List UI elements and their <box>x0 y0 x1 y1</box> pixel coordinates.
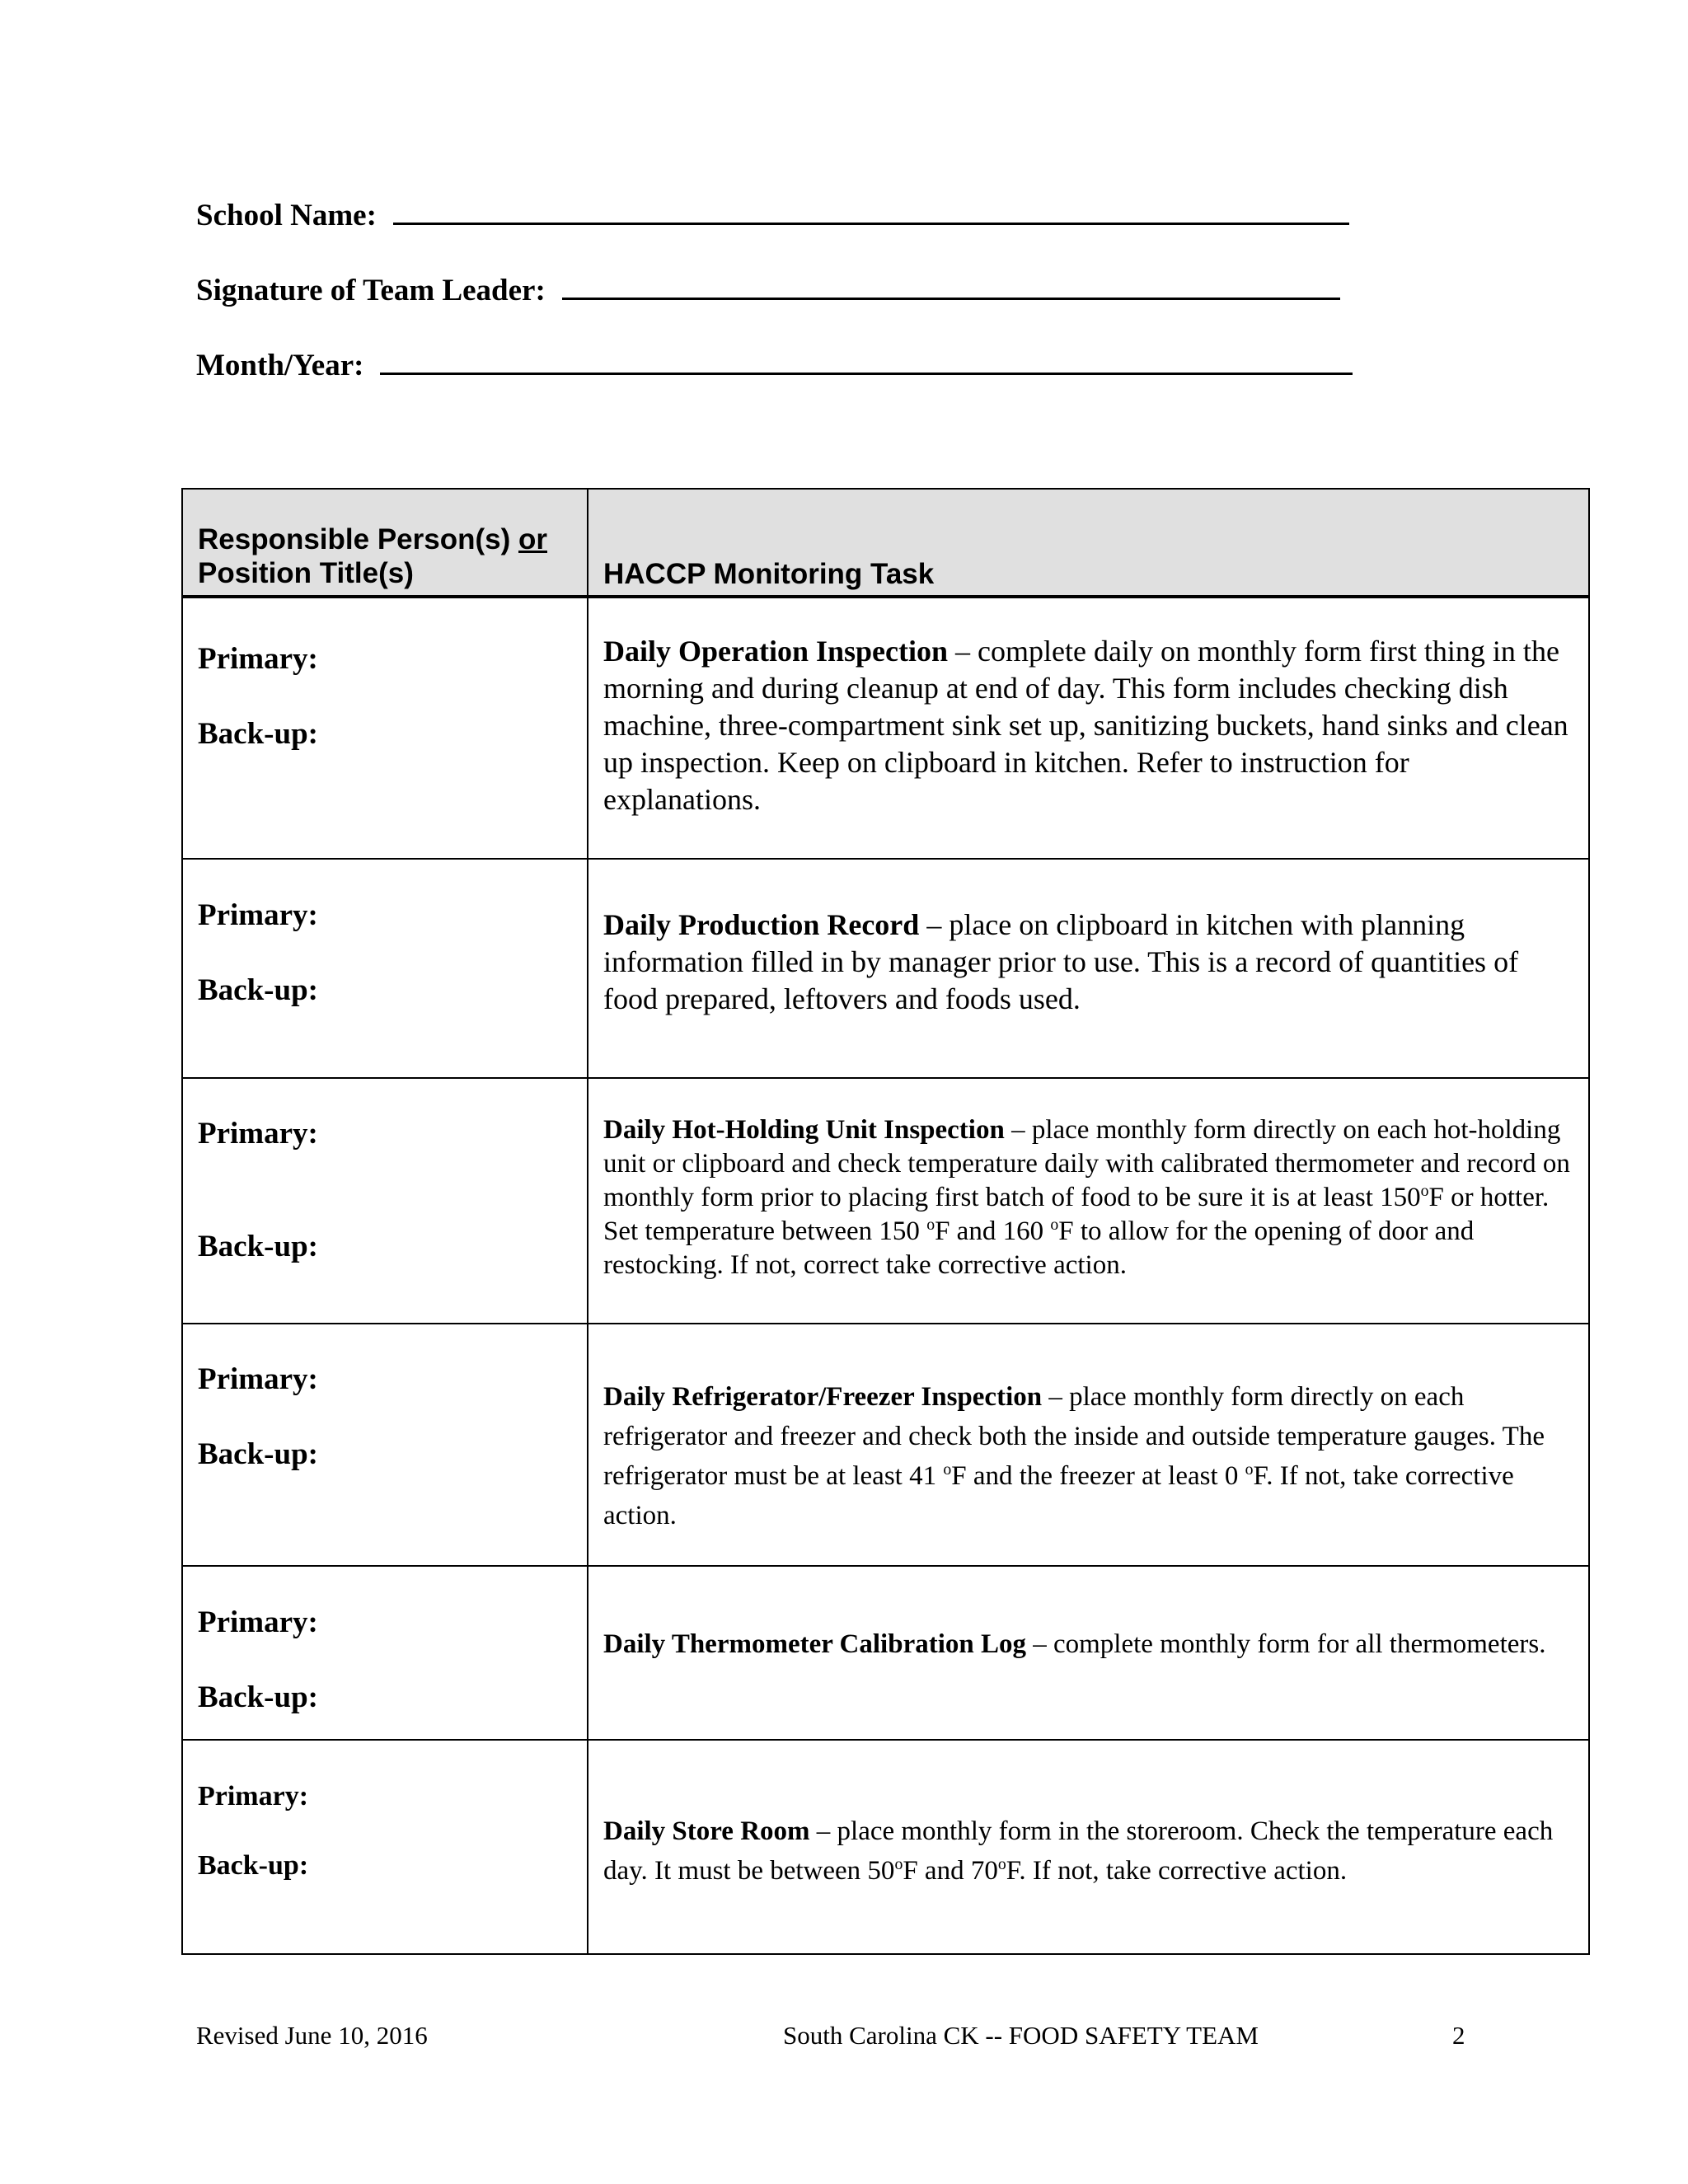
footer-page-number: 2 <box>1452 2021 1465 2050</box>
table-header-row <box>182 489 1589 597</box>
responsible-person-header: Responsible Person(s) or Position Title(s) <box>182 489 588 597</box>
responsible-cell[interactable] <box>182 1566 588 1740</box>
table-row <box>182 1566 1589 1740</box>
responsible-cell[interactable] <box>182 1740 588 1954</box>
month-year-line <box>196 348 1353 384</box>
primary-label: Primary: <box>198 1781 309 1811</box>
responsible-cell[interactable] <box>182 859 588 1078</box>
responsible-cell[interactable] <box>182 1078 588 1324</box>
task-cell: Daily Production Record – place on clipboard in kitchen with planning information filled in by manager prior to use. This is a record of quantities of food prepared, leftovers and foods used. <box>588 859 1589 1078</box>
table-row <box>182 1740 1589 1954</box>
table-row <box>182 1324 1589 1566</box>
table-row <box>182 1078 1589 1324</box>
task-cell: Daily Refrigerator/Freezer Inspection – place monthly form directly on each refrigerator and freezer and check both the inside and outside temperature gauges. The refrigerator must be at least 41 $^o$F and the freezer at least 0 $^o$F. If not, take corrective action. <box>588 1324 1589 1566</box>
primary-label: Primary: <box>198 642 318 676</box>
month-year-label: Month/Year: <box>196 349 364 382</box>
primary-label: Primary: <box>198 1117 318 1151</box>
school-name-label: School Name: <box>196 199 377 232</box>
primary-label: Primary: <box>198 1605 318 1639</box>
responsible-cell[interactable] <box>182 597 588 859</box>
footer-revised-date: Revised June 10, 2016 <box>196 2021 428 2050</box>
task-cell: Daily Thermometer Calibration Log – complete monthly form for all thermometers. <box>588 1566 1589 1740</box>
backup-label: Back-up: <box>198 1850 309 1881</box>
backup-label: Back-up: <box>198 1680 318 1714</box>
backup-label: Back-up: <box>198 973 318 1007</box>
signature-line <box>196 273 1340 309</box>
task-cell: Daily Hot-Holding Unit Inspection – place monthly form directly on each hot-holding unit or clipboard and check temperature daily with calibrated thermometer and record on monthly form prior to placing first batch of food to be sure it is at least 150$^o$F or hotter. Set temperature between 150 $^o$F and 160 $^o$F to allow for the opening of door and restocking. If not, correct take corrective action. <box>588 1078 1589 1324</box>
backup-label: Back-up: <box>198 717 318 751</box>
primary-label: Primary: <box>198 898 318 932</box>
primary-label: Primary: <box>198 1362 318 1396</box>
haccp-task-header: HACCP Monitoring Task <box>588 489 1589 597</box>
responsible-cell[interactable] <box>182 1324 588 1566</box>
backup-label: Back-up: <box>198 1437 318 1471</box>
table-row <box>182 597 1589 859</box>
signature-field[interactable] <box>562 273 1340 300</box>
month-year-field[interactable] <box>380 348 1353 375</box>
backup-label: Back-up: <box>198 1230 318 1263</box>
haccp-task-table <box>181 488 1590 1955</box>
footer-team-name: South Carolina CK -- FOOD SAFETY TEAM <box>783 2021 1259 2050</box>
task-cell: Daily Operation Inspection – complete daily on monthly form first thing in the morning and during cleanup at end of day. This form includes checking dish machine, three-compartment sink set up, sanitizing buckets, hand sinks and clean up inspection. Keep on clipboard in kitchen. Refer to instruction for explanations. <box>588 597 1589 859</box>
signature-label: Signature of Team Leader: <box>196 274 546 307</box>
school-name-field[interactable] <box>393 198 1349 225</box>
task-cell: Daily Store Room – place monthly form in the storeroom. Check the temperature each day. It must be between 50$^o$F and 70$^o$F. If not, take corrective action. <box>588 1740 1589 1954</box>
school-name-line <box>196 198 1349 234</box>
table-row <box>182 859 1589 1078</box>
